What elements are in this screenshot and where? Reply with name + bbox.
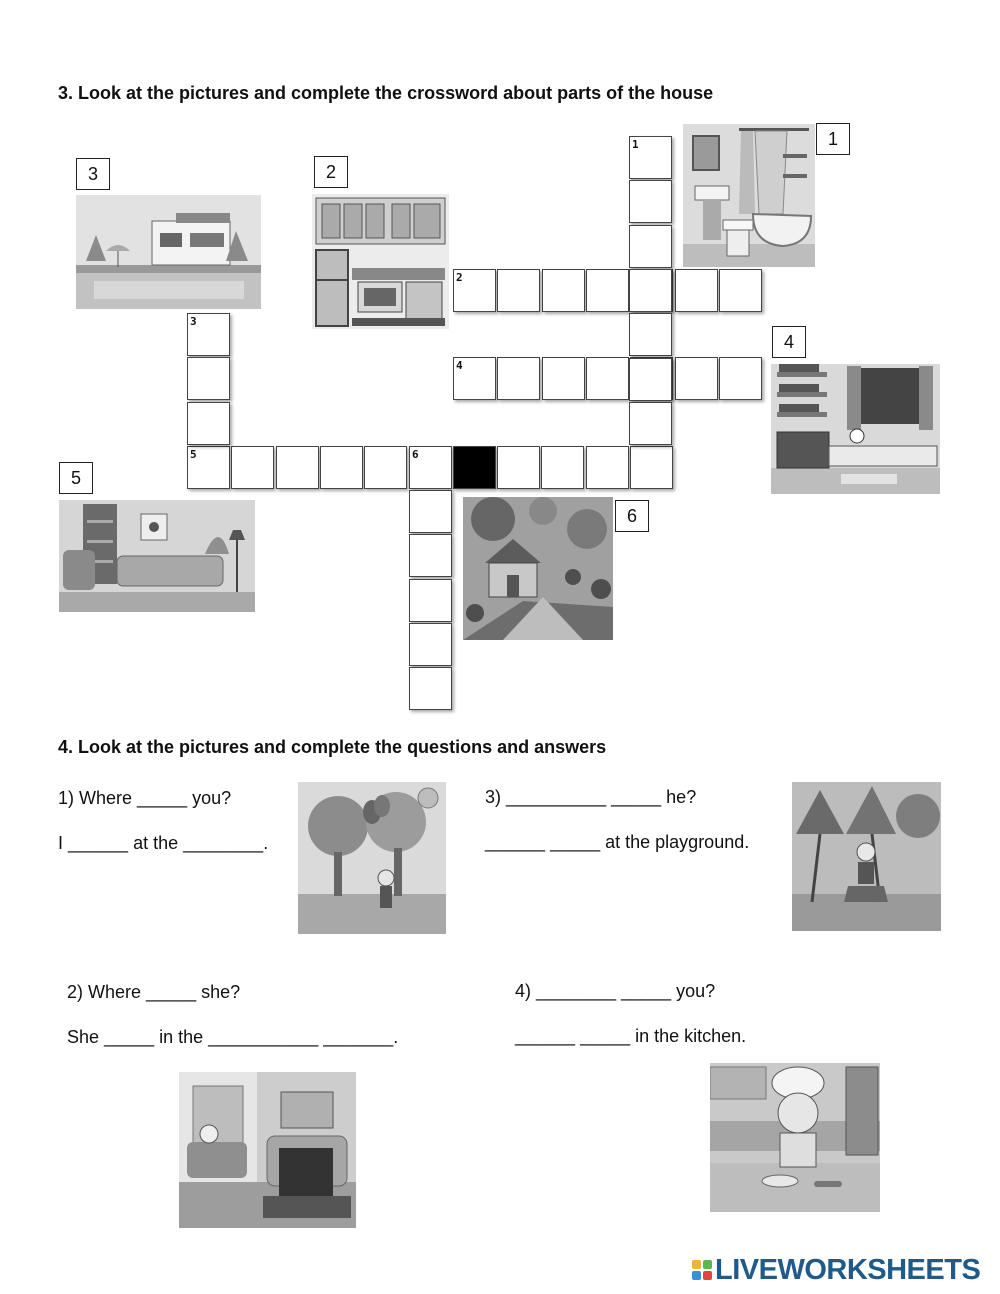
crossword-cell[interactable] [187,402,230,445]
crossword-cell[interactable] [409,446,452,489]
liveworksheets-logo[interactable] [692,1253,981,1286]
crossword-cell-number: 5 [190,448,197,461]
clue-number-5: 5 [59,462,93,494]
crossword-cell[interactable] [629,402,672,445]
crossword-cell[interactable] [586,446,629,489]
living-room-icon [59,500,255,612]
kitchen-chef-icon [710,1063,880,1212]
question-1: 1) Where _____ you? [58,788,232,808]
crossword-cell[interactable] [453,269,496,312]
crossword-cell[interactable] [586,357,629,400]
crossword-cell[interactable] [497,357,540,400]
crossword-cell[interactable] [187,357,230,400]
answer-3: ______ _____ at the playground. [485,832,750,852]
crossword-cell[interactable] [630,446,673,489]
crossword-cell[interactable] [542,269,585,312]
question-4: 4) ________ _____ you? [515,981,716,1001]
living-room-girl-icon [179,1072,356,1228]
crossword-cell[interactable] [231,446,274,489]
bathroom-icon [683,124,815,267]
crossword-cell[interactable] [629,313,672,356]
crossword-cell[interactable] [675,269,718,312]
section-4-heading: 4. Look at the pictures and complete the questions and answers [58,737,607,757]
clue-number-1: 1 [816,123,850,155]
crossword-cell[interactable] [187,446,230,489]
crossword-cell[interactable] [629,269,672,312]
park-balloons-icon [298,782,446,934]
clue-number-4: 4 [772,326,806,358]
crossword-cell[interactable] [586,269,629,312]
garden-icon [463,497,613,640]
crossword-cell[interactable] [364,446,407,489]
question-3: 3) __________ _____ he? [485,787,697,807]
crossword-cell[interactable] [276,446,319,489]
crossword-cell[interactable] [629,225,672,268]
clue-number-3: 3 [76,158,110,190]
crossword-cell[interactable] [675,357,718,400]
crossword-cell[interactable] [409,490,452,533]
crossword-cell-number: 2 [456,271,463,284]
crossword-cell[interactable] [541,446,584,489]
crossword-cell-number: 3 [190,315,197,328]
answer-1: I ______ at the ________. [58,833,269,853]
crossword-cell[interactable] [409,623,452,666]
playground-icon [792,782,941,931]
crossword-cell[interactable] [409,579,452,622]
crossword-cell[interactable] [409,667,452,710]
logo-mark-icon [692,1260,712,1280]
question-2: 2) Where _____ she? [67,982,241,1002]
crossword-black-cell [453,446,496,489]
crossword-cell[interactable] [497,269,540,312]
brand-name: LIVEWORKSHEETS [715,1253,981,1286]
kitchen-icon [312,194,449,329]
crossword-cell[interactable] [187,313,230,356]
crossword-cell[interactable] [409,534,452,577]
crossword-cell[interactable] [320,446,363,489]
crossword-cell[interactable] [453,357,496,400]
answer-2: She _____ in the ___________ _______. [67,1027,399,1047]
bedroom-icon [771,364,940,494]
crossword-cell[interactable] [497,446,540,489]
crossword-cell[interactable] [719,269,762,312]
crossword-cell[interactable] [629,358,672,401]
crossword-cell[interactable] [719,357,762,400]
crossword-cell-number: 4 [456,359,463,372]
house-pool-icon [76,195,261,309]
crossword-cell[interactable] [629,136,672,179]
crossword-cell-number: 6 [412,448,419,461]
crossword-cell-number: 1 [632,138,639,151]
crossword-cell[interactable] [542,357,585,400]
crossword-cell[interactable] [629,180,672,223]
clue-number-2: 2 [314,156,348,188]
section-3-heading: 3. Look at the pictures and complete the crossword about parts of the house [58,83,714,103]
answer-4: ______ _____ in the kitchen. [515,1026,747,1046]
clue-number-6: 6 [615,500,649,532]
